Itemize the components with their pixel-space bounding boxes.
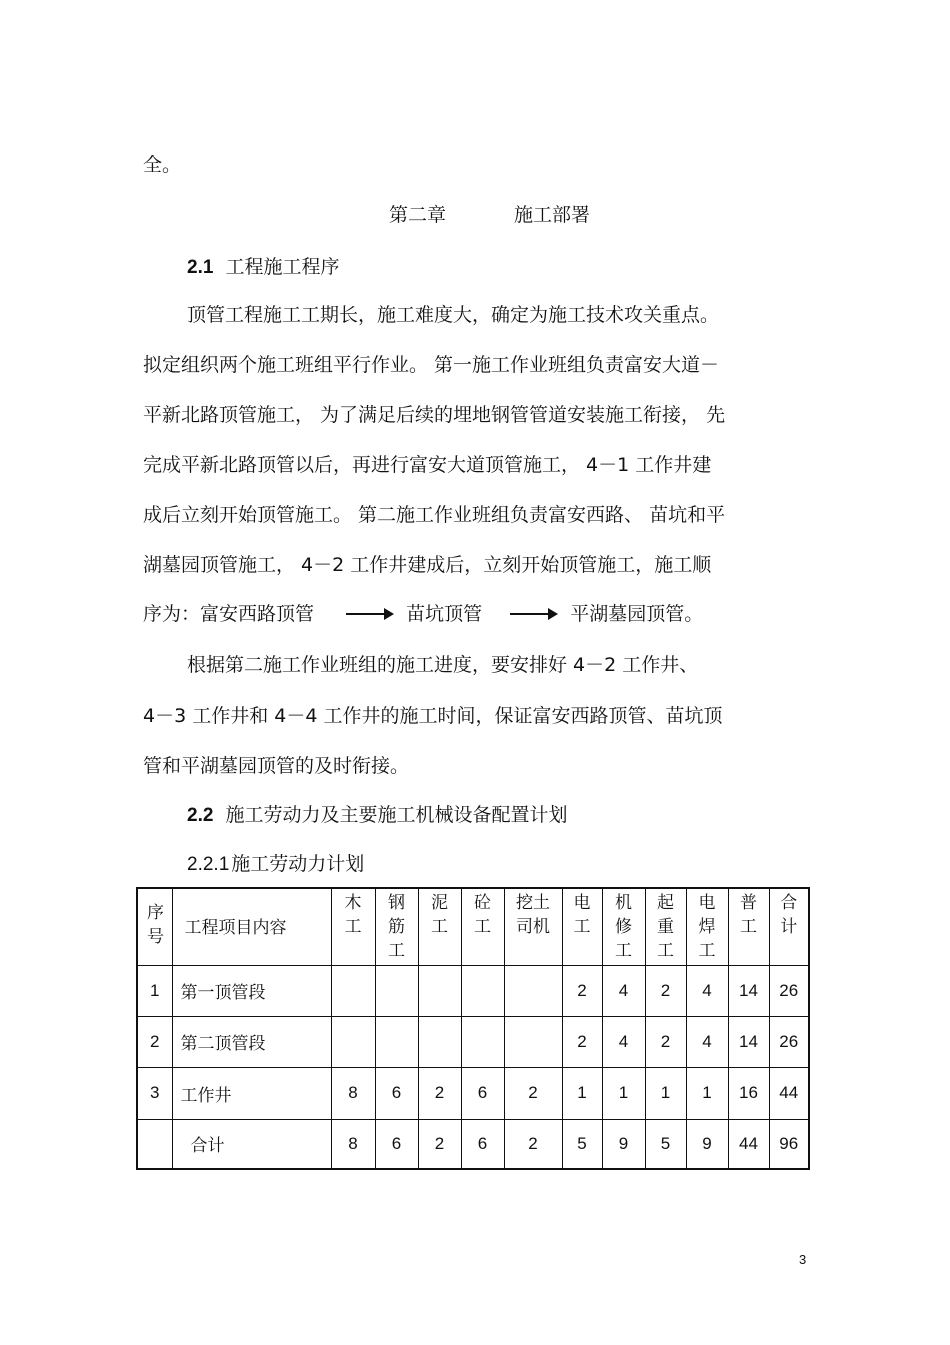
table-cell: 第一顶管段 [172, 965, 331, 1016]
table-cell: 26 [769, 1016, 809, 1067]
table-cell: 6 [375, 1119, 418, 1169]
table-cell: 2 [418, 1067, 461, 1119]
paragraph-line: 湖墓园顶管施工， 4－2 工作井建成后，立刻开始顶管施工，施工顺 [143, 554, 712, 576]
table-row [137, 965, 809, 1016]
table-cell: 9 [602, 1119, 645, 1169]
column-header: 挖土司机 [504, 888, 562, 965]
paragraph-line: 完成平新北路顶管以后，再进行富安大道顶管施工， 4－1 工作井建 [143, 454, 712, 476]
table-cell [375, 1016, 418, 1067]
section-2-2-heading [187, 803, 567, 828]
table-cell: 2 [137, 1016, 172, 1067]
table-cell [418, 965, 461, 1016]
table-cell: 8 [331, 1119, 375, 1169]
table-cell [331, 965, 375, 1016]
section-title: 施工劳动力及主要施工机械设备配置计划 [225, 804, 568, 826]
table-cell: 2 [504, 1067, 562, 1119]
section-number: 2.1 [187, 257, 214, 278]
table-cell: 6 [375, 1067, 418, 1119]
table-cell: 4 [602, 1016, 645, 1067]
table-cell: 4 [686, 965, 728, 1016]
sequence-step: 苗坑顶管 [406, 603, 483, 625]
paragraph-line: 拟定组织两个施工班组平行作业。 第一施工作业班组负责富安大道－ [143, 354, 720, 376]
column-header: 钢筋工 [375, 888, 418, 965]
arrow-right-icon [510, 613, 556, 615]
table-cell: 5 [562, 1119, 602, 1169]
sequence-line [143, 602, 703, 626]
column-header: 电焊工 [686, 888, 728, 965]
table-cell: 6 [461, 1119, 504, 1169]
table-cell [504, 1016, 562, 1067]
paragraph-line: 管和平湖墓园顶管的及时衔接。 [143, 755, 410, 777]
table-cell: 14 [728, 1016, 769, 1067]
table-cell: 2 [645, 965, 686, 1016]
table-cell: 1 [562, 1067, 602, 1119]
table-cell [418, 1016, 461, 1067]
table-cell [504, 965, 562, 1016]
table-row [137, 1016, 809, 1067]
subsection-2-2-1-heading [187, 852, 364, 877]
table-cell: 6 [461, 1067, 504, 1119]
paragraph-line: 顶管工程施工工期长，施工难度大，确定为施工技术攻关重点。 [187, 304, 720, 326]
table-cell: 9 [686, 1119, 728, 1169]
table-cell: 4 [686, 1016, 728, 1067]
paragraph-line: 4－3 工作井和 4－4 工作井的施工时间，保证富安西路顶管、苗坑顶 [143, 705, 723, 727]
paragraph-line: 平新北路顶管施工， 为了满足后续的埋地钢管管道安装施工衔接， 先 [143, 404, 726, 426]
labor-plan-table [136, 887, 810, 1170]
table-cell: 合计 [172, 1119, 331, 1169]
table-cell: 1 [686, 1067, 728, 1119]
subsection-number: 2.2.1 [187, 854, 230, 875]
table-cell [375, 965, 418, 1016]
table-cell: 16 [728, 1067, 769, 1119]
table-cell: 5 [645, 1119, 686, 1169]
paragraph-line: 根据第二施工作业班组的施工进度，要安排好 4－2 工作井、 [187, 654, 699, 676]
table-cell: 96 [769, 1119, 809, 1169]
chapter-title: 施工部署 [514, 204, 591, 226]
column-header: 序号 [137, 888, 172, 965]
table-total-row [137, 1119, 809, 1169]
table-cell: 26 [769, 965, 809, 1016]
table-cell: 1 [137, 965, 172, 1016]
table-cell: 44 [728, 1119, 769, 1169]
table-cell: 2 [418, 1119, 461, 1169]
table-cell: 2 [504, 1119, 562, 1169]
table-cell: 2 [562, 1016, 602, 1067]
section-number: 2.2 [187, 805, 214, 826]
column-header: 木工 [331, 888, 375, 965]
column-header: 电工 [562, 888, 602, 965]
table-row [137, 1067, 809, 1119]
table-cell [461, 965, 504, 1016]
column-header: 合计 [769, 888, 809, 965]
table-cell: 工作井 [172, 1067, 331, 1119]
sequence-step: 平湖墓园顶管。 [570, 603, 704, 625]
table-cell: 第二顶管段 [172, 1016, 331, 1067]
continued-text: 全。 [143, 154, 182, 176]
section-title: 工程施工程序 [225, 256, 340, 278]
paragraph-line: 成后立刻开始顶管施工。 第二施工作业班组负责富安西路、 苗坑和平 [143, 504, 726, 526]
table-cell: 4 [602, 965, 645, 1016]
table-cell: 8 [331, 1067, 375, 1119]
table-cell: 2 [645, 1016, 686, 1067]
chapter-number: 第二章 [389, 204, 447, 226]
column-header: 工程项目内容 [172, 888, 331, 965]
table-cell: 1 [645, 1067, 686, 1119]
table-cell: 1 [602, 1067, 645, 1119]
table-cell [137, 1119, 172, 1169]
subsection-title: 施工劳动力计划 [231, 853, 365, 875]
column-header: 普工 [728, 888, 769, 965]
table-cell: 3 [137, 1067, 172, 1119]
column-header: 机修工 [602, 888, 645, 965]
column-header: 砼工 [461, 888, 504, 965]
table-cell: 2 [562, 965, 602, 1016]
table-cell: 14 [728, 965, 769, 1016]
section-2-1-heading [187, 255, 339, 280]
table-cell [461, 1016, 504, 1067]
column-header: 起重工 [645, 888, 686, 965]
table-cell [331, 1016, 375, 1067]
column-header: 泥工 [418, 888, 461, 965]
sequence-lead: 序为：富安西路顶管 [143, 603, 315, 625]
arrow-right-icon [346, 613, 392, 615]
page-number: 3 [799, 1252, 807, 1267]
table-cell: 44 [769, 1067, 809, 1119]
table-header-row [137, 888, 809, 965]
